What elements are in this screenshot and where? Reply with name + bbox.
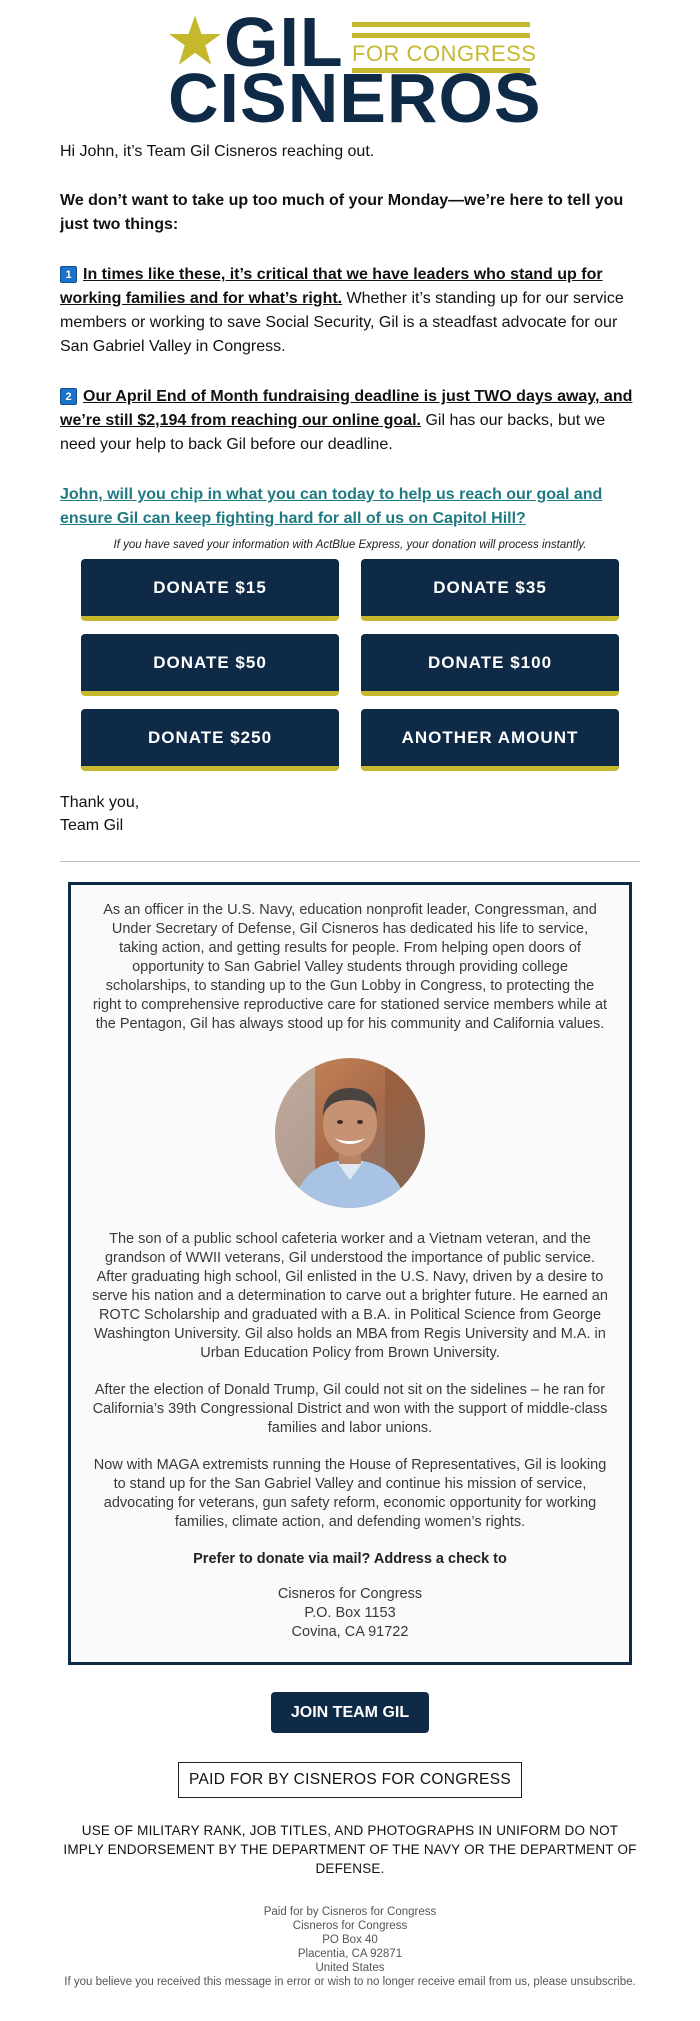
footer-line-5: United States — [315, 1962, 385, 1974]
bio-paragraph-1: As an officer in the U.S. Navy, education nonprofit leader, Congressman, and Under Secretary of Defense, Gil Cisneros has dedicated his life to service, taking action, and getting results for people. From helping open doors of opportunity to San Gabriel Valley students through providing college scholarships, to standing up to the Gun Lobby in Congress, to protecting the right to comprehensive reproductive care for stationed service members while at the Pentagon, Gil has always stood up for his community and California values. — [92, 902, 608, 1032]
bio-paragraph-4: Now with MAGA extremists running the House of Representatives, Gil is looking to stand up for the San Gabriel Valley and continue his mission of service, advocating for veterans, gun safety reform, economic opportunity for working families, climate action, and defending women’s rights. — [93, 1457, 607, 1530]
campaign-logo — [0, 0, 700, 140]
join-team-button[interactable]: JOIN TEAM GIL — [271, 1692, 429, 1733]
donate-other-amount-button[interactable]: ANOTHER AMOUNT — [361, 709, 619, 771]
footer-line-3: PO Box 40 — [322, 1934, 378, 1946]
footer-line-1: Paid for by Cisneros for Congress — [263, 1906, 437, 1918]
logo-cisneros-text: CISNEROS — [168, 59, 542, 137]
point-1 — [60, 263, 640, 359]
keycap-1-icon: 1 — [60, 266, 77, 283]
donate-100-button[interactable]: DONATE $100 — [361, 634, 619, 696]
keycap-2-icon: 2 — [60, 388, 77, 405]
donate-ask-link[interactable]: John, will you chip in what you can today to help us reach our goal and ensure Gil can keep fighting hard for all of us on Capitol Hill? — [60, 486, 603, 527]
point-2 — [60, 385, 640, 457]
bio-paragraph-3: After the election of Donald Trump, Gil could not sit on the sidelines – he ran for California’s 39th Congressional District and won with the support of middle-class families and labor unions. — [92, 1382, 608, 1436]
signoff-team: Team Gil — [60, 817, 124, 834]
donate-button-grid — [81, 559, 679, 771]
donate-35-button[interactable]: DONATE $35 — [361, 559, 619, 621]
address-line-3: Covina, CA 91722 — [291, 1624, 409, 1640]
footer — [60, 1905, 640, 1989]
unsubscribe-prefix: If you believe you received this message in error or wish to no longer receive email from us, please — [64, 1976, 571, 1988]
point-2-headline: Our April End of Month fundraising deadline is just TWO days away, and we’re still $2,194 from reaching our online goal. — [60, 388, 633, 429]
address-line-1: Cisneros for Congress — [277, 1586, 423, 1602]
bio-paragraph-2: The son of a public school cafeteria worker and a Vietnam veteran, and the grandson of WWII veterans, Gil understood the importance of public service. After graduating high school, Gil enlisted in the U.S. Navy, driven by a desire to serve his nation and a determination to carve out a brighter future. He earned an ROTC Scholarship and graduated with a B.A. in Political Science from George Washington University. Gil also holds an MBA from Regis University and M.A. in Urban Education Policy from Brown University. — [92, 1231, 608, 1361]
actblue-express-note: If you have saved your information with ActBlue Express, your donation will process instantly. — [113, 539, 587, 551]
greeting: Hi John, it’s Team Gil Cisneros reaching out. — [60, 143, 375, 160]
unsubscribe-text — [60, 1975, 640, 1989]
donate-50-button[interactable]: DONATE $50 — [81, 634, 339, 696]
address-line-2: P.O. Box 1153 — [304, 1605, 396, 1621]
military-disclaimer: USE OF MILITARY RANK, JOB TITLES, AND PHOTOGRAPHS IN UNIFORM DO NOT IMPLY ENDORSEMENT BY THE DEPARTMENT OF THE NAVY OR THE DEPARTMENT OF DEFENSE. — [63, 1823, 637, 1876]
signoff-thanks: Thank you, — [60, 794, 140, 811]
footer-line-4: Placentia, CA 92871 — [297, 1948, 403, 1960]
unsubscribe-link[interactable]: unsubscribe. — [570, 1976, 636, 1988]
mail-donation-heading: Prefer to donate via mail? Address a check to — [193, 1551, 507, 1567]
point-2-body: Gil has our backs, but we need your help to back Gil before our deadline. — [60, 412, 606, 453]
donate-15-button[interactable]: DONATE $15 — [81, 559, 339, 621]
lead-text: We don’t want to take up too much of your Monday—we’re here to tell you just two things: — [60, 192, 624, 233]
bio-box — [68, 882, 632, 1665]
divider — [60, 861, 640, 862]
logo-tagline: FOR CONGRESS — [352, 41, 537, 66]
donate-250-button[interactable]: DONATE $250 — [81, 709, 339, 771]
logo-gil-text: GIL — [224, 3, 344, 81]
signoff — [60, 791, 640, 837]
point-1-body: Whether it’s standing up for our service members or working to save Social Security, Gil is a steadfast advocate for our San Gabriel Valley in Congress. — [60, 290, 624, 355]
email-body — [0, 140, 700, 531]
footer-line-2: Cisneros for Congress — [292, 1920, 408, 1932]
candidate-portrait — [275, 1058, 425, 1208]
paid-for-notice: PAID FOR BY CISNEROS FOR CONGRESS — [178, 1762, 522, 1798]
point-1-headline: In times like these, it’s critical that we have leaders who stand up for working families and for what’s right. — [60, 266, 603, 307]
mailing-address — [91, 1585, 609, 1642]
